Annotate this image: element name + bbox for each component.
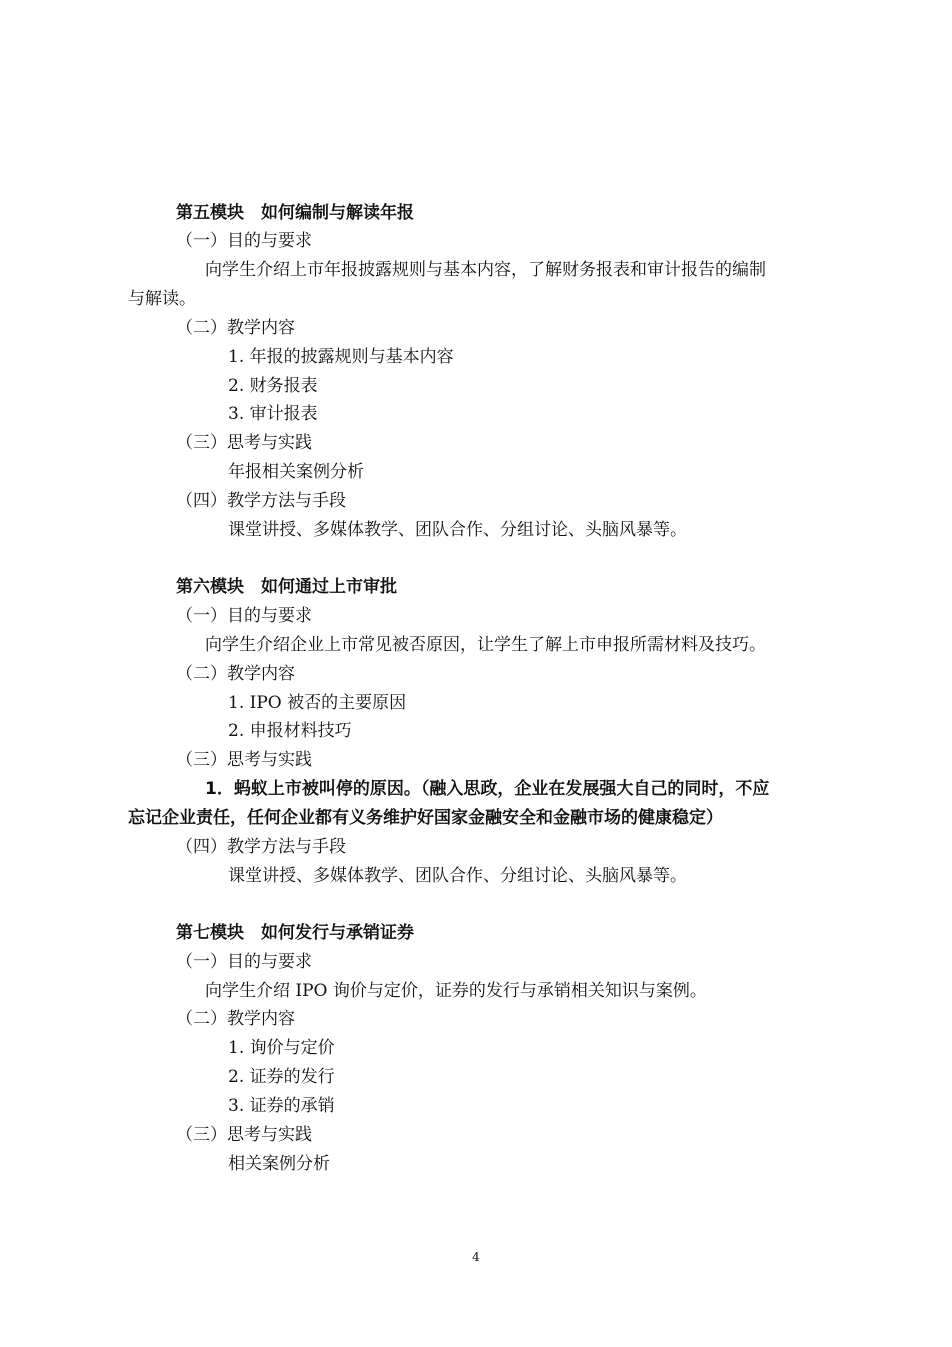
module6-s4-heading: （四）教学方法与手段 bbox=[176, 837, 346, 857]
module6-item: 1. IPO 被否的主要原因 bbox=[228, 693, 407, 713]
module7-s1-heading: （一）目的与要求 bbox=[176, 952, 312, 972]
module7-item: 2. 证券的发行 bbox=[228, 1067, 335, 1087]
module6-s1-heading: （一）目的与要求 bbox=[176, 606, 312, 626]
module7-s2-heading: （二）教学内容 bbox=[176, 1009, 295, 1029]
module7-item: 3. 证券的承销 bbox=[228, 1096, 335, 1116]
module5-s3-heading: （三）思考与实践 bbox=[176, 433, 312, 453]
module6-s3-text-cont: 忘记企业责任，任何企业都有义务维护好国家金融安全和金融市场的健康稳定） bbox=[128, 808, 723, 828]
module5-title: 第五模块 如何编制与解读年报 bbox=[176, 203, 414, 223]
module7-s3-text: 相关案例分析 bbox=[228, 1154, 330, 1174]
module6-s4-text: 课堂讲授、多媒体教学、团队合作、分组讨论、头脑风暴等。 bbox=[228, 866, 687, 886]
module5-s3-text: 年报相关案例分析 bbox=[228, 462, 364, 482]
module6-item: 2. 申报材料技巧 bbox=[228, 721, 352, 741]
module5-s1-heading: （一）目的与要求 bbox=[176, 231, 312, 251]
module5-item: 2. 财务报表 bbox=[228, 376, 318, 396]
module5-s4-text: 课堂讲授、多媒体教学、团队合作、分组讨论、头脑风暴等。 bbox=[228, 520, 687, 540]
module5-s4-heading: （四）教学方法与手段 bbox=[176, 491, 346, 511]
module5-item: 3. 审计报表 bbox=[228, 404, 318, 424]
module6-s1-text: 向学生介绍企业上市常见被否原因，让学生了解上市申报所需材料及技巧。 bbox=[205, 635, 766, 655]
module7-title: 第七模块 如何发行与承销证券 bbox=[176, 923, 414, 943]
module5-s1-text-cont: 与解读。 bbox=[128, 289, 196, 309]
module7-item: 1. 询价与定价 bbox=[228, 1038, 335, 1058]
module6-s3-text: 1．蚂蚁上市被叫停的原因。（融入思政，企业在发展强大自己的同时，不应 bbox=[205, 779, 770, 799]
module7-s3-heading: （三）思考与实践 bbox=[176, 1125, 312, 1145]
module5-s1-text: 向学生介绍上市年报披露规则与基本内容，了解财务报表和审计报告的编制 bbox=[205, 260, 766, 280]
page-number: 4 bbox=[472, 1250, 480, 1264]
module5-item: 1. 年报的披露规则与基本内容 bbox=[228, 347, 454, 367]
module6-s2-heading: （二）教学内容 bbox=[176, 664, 295, 684]
module7-s1-text: 向学生介绍 IPO 询价与定价，证券的发行与承销相关知识与案例。 bbox=[205, 981, 707, 1001]
module6-title: 第六模块 如何通过上市审批 bbox=[176, 577, 397, 597]
module5-s2-heading: （二）教学内容 bbox=[176, 318, 295, 338]
module6-s3-heading: （三）思考与实践 bbox=[176, 750, 312, 770]
